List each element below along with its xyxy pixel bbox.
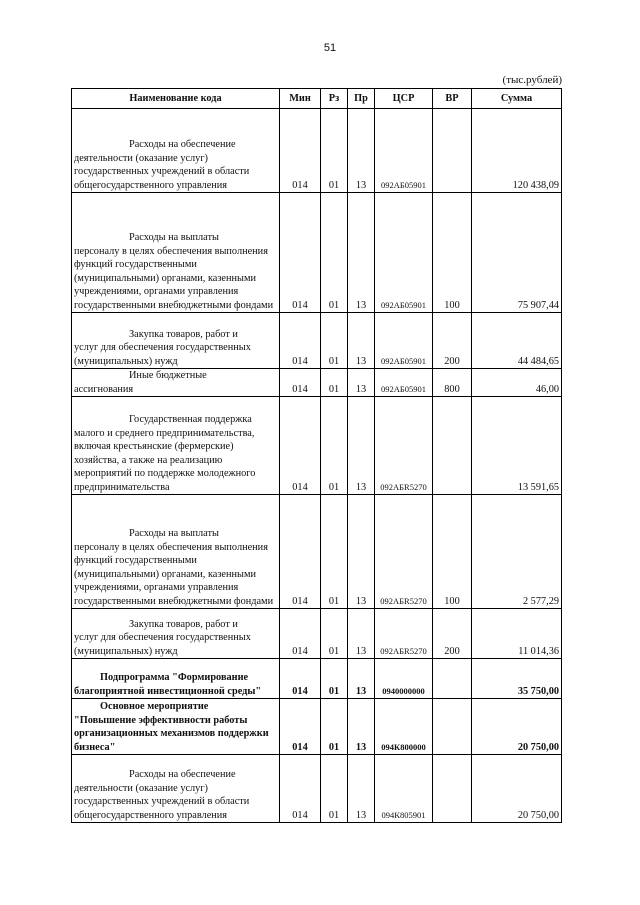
header-vr: ВР <box>433 89 472 109</box>
header-sum: Сумма <box>472 89 562 109</box>
cell-name-rest: услуг для обеспечения государственных (муниципальных) нужд <box>74 342 251 367</box>
header-min: Мин <box>280 89 321 109</box>
cell-vr <box>433 397 472 495</box>
cell-name-first-line: Иные бюджетные <box>129 370 207 381</box>
cell-rz: 01 <box>321 369 348 397</box>
cell-rz: 01 <box>321 755 348 823</box>
cell-sum: 46,00 <box>472 369 562 397</box>
cell-csr: 094К805901 <box>375 755 433 823</box>
cell-sum: 13 591,65 <box>472 397 562 495</box>
header-pr: Пр <box>348 89 375 109</box>
table-header-row <box>72 89 562 109</box>
cell-name-rest: ассигнования <box>74 383 134 395</box>
cell-name-first-line: Подпрограмма "Формирование <box>100 672 249 683</box>
cell-name-first-line: Расходы на обеспечение <box>129 139 236 150</box>
cell-name <box>72 193 280 313</box>
cell-min: 014 <box>280 659 321 699</box>
table-row <box>72 495 562 609</box>
cell-rz: 01 <box>321 609 348 659</box>
table-row <box>72 313 562 369</box>
cell-name-rest: деятельности (оказание услуг) государственных учреждений в области общегосударственного управления <box>74 152 250 191</box>
table-row <box>72 397 562 495</box>
table-row <box>72 609 562 659</box>
cell-pr: 13 <box>348 397 375 495</box>
cell-vr <box>433 699 472 755</box>
cell-name-rest: малого и среднего предпринимательства, включая крестьянские (фермерские) хозяйства, а также на реализацию мероприятий по поддержке молодежного предпринимательства <box>74 427 256 493</box>
cell-pr: 13 <box>348 495 375 609</box>
cell-vr: 100 <box>433 495 472 609</box>
cell-sum: 2 577,29 <box>472 495 562 609</box>
cell-rz: 01 <box>321 659 348 699</box>
cell-pr: 13 <box>348 659 375 699</box>
cell-name-first-line: Расходы на выплаты <box>129 232 219 243</box>
cell-name-first-line: Закупка товаров, работ и <box>129 618 238 630</box>
cell-pr: 13 <box>348 369 375 397</box>
cell-name-rest: деятельности (оказание услуг) государственных учреждений в области общегосударственного управления <box>74 782 250 821</box>
cell-min: 014 <box>280 397 321 495</box>
cell-name <box>72 313 280 369</box>
cell-min: 014 <box>280 609 321 659</box>
cell-name <box>72 699 280 755</box>
cell-csr: 0940000000 <box>375 659 433 699</box>
cell-rz: 01 <box>321 313 348 369</box>
cell-name-first-line: Основное мероприятие <box>100 701 209 712</box>
header-name: Наименование кода <box>72 89 280 109</box>
cell-sum: 75 907,44 <box>472 193 562 313</box>
cell-name-rest: услуг для обеспечения государственных (муниципальных) нужд <box>74 632 251 657</box>
cell-rz: 01 <box>321 397 348 495</box>
cell-vr <box>433 755 472 823</box>
cell-min: 014 <box>280 193 321 313</box>
cell-rz: 01 <box>321 699 348 755</box>
table-row <box>72 193 562 313</box>
cell-name <box>72 495 280 609</box>
cell-sum: 120 438,09 <box>472 109 562 193</box>
cell-name <box>72 109 280 193</box>
cell-name-rest: "Повышение эффективности работы организационных механизмов поддержки бизнеса" <box>74 714 269 753</box>
cell-name-rest: персоналу в целях обеспечения выполнения функций государственными (муниципальными) органами, казенными учреждениями, органами управления государственными внебюджетными фондами <box>74 245 274 311</box>
cell-name-first-line: Государственная поддержка <box>129 414 252 425</box>
cell-vr: 200 <box>433 609 472 659</box>
cell-csr: 092АБ05901 <box>375 369 433 397</box>
cell-pr: 13 <box>348 699 375 755</box>
cell-rz: 01 <box>321 495 348 609</box>
cell-csr: 092АБ05901 <box>375 193 433 313</box>
cell-csr: 094К800000 <box>375 699 433 755</box>
cell-pr: 13 <box>348 313 375 369</box>
table-row <box>72 109 562 193</box>
cell-min: 014 <box>280 495 321 609</box>
cell-vr: 200 <box>433 313 472 369</box>
cell-min: 014 <box>280 369 321 397</box>
cell-csr: 092АБ05901 <box>375 109 433 193</box>
cell-csr: 092АБR5270 <box>375 609 433 659</box>
page-number: 51 <box>323 42 337 54</box>
cell-min: 014 <box>280 699 321 755</box>
cell-rz: 01 <box>321 193 348 313</box>
cell-vr <box>433 659 472 699</box>
header-csr: ЦСР <box>375 89 433 109</box>
header-rz: Рз <box>321 89 348 109</box>
units-label: (тыс.рублей) <box>502 74 562 86</box>
budget-table <box>71 88 562 823</box>
cell-name-first-line: Расходы на выплаты <box>129 528 219 539</box>
cell-name-rest: благоприятной инвестиционной среды" <box>74 685 262 697</box>
cell-name <box>72 755 280 823</box>
cell-sum: 20 750,00 <box>472 699 562 755</box>
table-row <box>72 755 562 823</box>
cell-sum: 20 750,00 <box>472 755 562 823</box>
cell-csr: 092АБR5270 <box>375 495 433 609</box>
cell-csr: 092АБ05901 <box>375 313 433 369</box>
cell-sum: 35 750,00 <box>472 659 562 699</box>
cell-rz: 01 <box>321 109 348 193</box>
table-row <box>72 369 562 397</box>
cell-min: 014 <box>280 313 321 369</box>
cell-vr: 800 <box>433 369 472 397</box>
cell-pr: 13 <box>348 609 375 659</box>
cell-min: 014 <box>280 109 321 193</box>
cell-name <box>72 659 280 699</box>
cell-pr: 13 <box>348 109 375 193</box>
cell-vr: 100 <box>433 193 472 313</box>
table-row <box>72 659 562 699</box>
table-row <box>72 699 562 755</box>
cell-min: 014 <box>280 755 321 823</box>
cell-name <box>72 397 280 495</box>
cell-sum: 44 484,65 <box>472 313 562 369</box>
cell-csr: 092АБR5270 <box>375 397 433 495</box>
cell-name-rest: персоналу в целях обеспечения выполнения функций государственными (муниципальными) органами, казенными учреждениями, органами управления государственными внебюджетными фондами <box>74 541 274 607</box>
cell-vr <box>433 109 472 193</box>
cell-pr: 13 <box>348 193 375 313</box>
cell-name <box>72 369 280 397</box>
cell-name-first-line: Закупка товаров, работ и <box>129 328 238 340</box>
cell-name <box>72 609 280 659</box>
cell-name-first-line: Расходы на обеспечение <box>129 769 236 780</box>
cell-pr: 13 <box>348 755 375 823</box>
cell-sum: 11 014,36 <box>472 609 562 659</box>
